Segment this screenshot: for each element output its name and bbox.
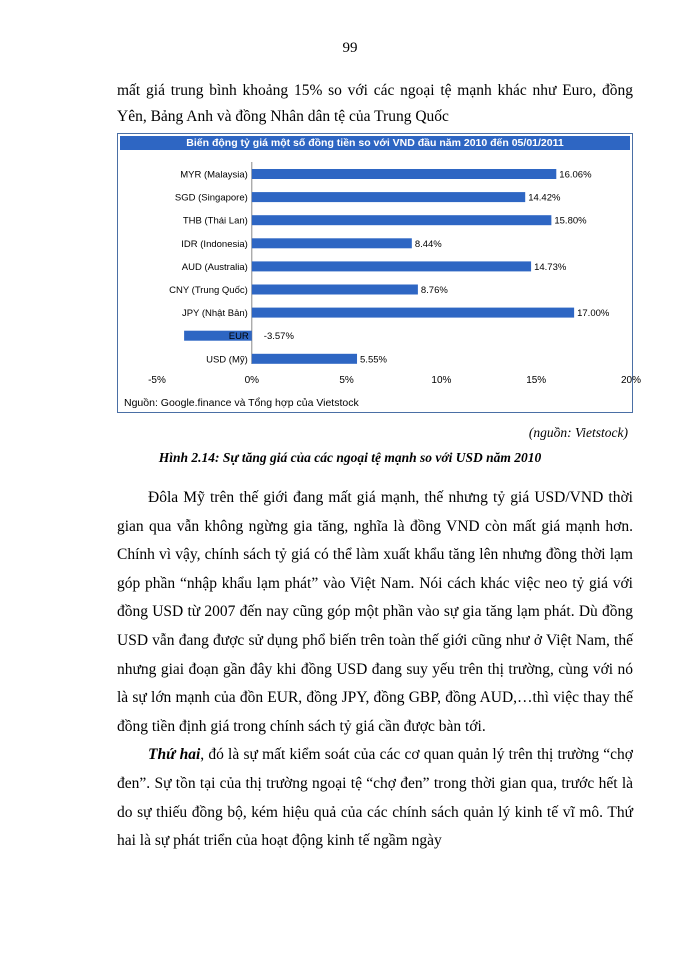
chart-source: Nguồn: Google.finance và Tổng hợp của Vietstock xyxy=(124,397,359,409)
value-label-5: 14.73% xyxy=(534,261,567,273)
value-label-9: 5.55% xyxy=(360,354,387,366)
body-text xyxy=(117,484,633,856)
x-tick-label-3: 5% xyxy=(339,375,354,386)
x-tick-label-4: 10% xyxy=(431,375,452,386)
bar-3 xyxy=(252,215,552,225)
source-note: (nguồn: Vietstock) xyxy=(528,425,628,440)
category-label-8: EUR xyxy=(228,331,249,343)
value-label-7: 17.00% xyxy=(577,308,610,320)
category-label-1: MYR (Malaysia) xyxy=(180,169,248,181)
bar-9 xyxy=(252,354,357,364)
paragraph-1: Đôla Mỹ trên thế giới đang mất giá mạnh, thế nhưng tỷ giá USD/VND thời gian qua vẫn không ngừng gia tăng, nghĩa là đồng VND còn mất giá mạnh hơn. Chính vì vậy, chính sách tỷ giá có thể làm xuất khẩu tăng lên nhưng đồng thời lạm góp phần “nhập khẩu lạm phát” vào Việt Nam. Nói cách khác việc neo tỷ giá với đồng USD từ 2007 đến nay cũng góp một phần vào sự gia tăng lạm phát. Dù đồng USD vẫn đang được sử dụng phổ biến trên toàn thế giới cũng như ở Việt Nam, thế nhưng giai đoạn gần đây khi đồng USD đang suy yếu trên thị trường, cùng với nó là sự lớn mạnh của đồn EUR, đồng JPY, đồng GBP, đồng AUD,…thì việc thay thế đồng tiền định giá trong chính sách tỷ giá cần được bàn tới. xyxy=(117,489,633,735)
paragraph-2-lead: Thứ hai xyxy=(148,746,201,764)
figure-caption: Hình 2.14: Sự tăng giá của các ngoại tệ mạnh so với USD năm 2010 xyxy=(158,450,542,465)
bar-2 xyxy=(252,192,525,202)
x-tick-label-5: 15% xyxy=(526,375,547,386)
bar-4 xyxy=(252,238,412,248)
value-label-3: 15.80% xyxy=(554,215,587,227)
category-label-9: USD (Mỹ) xyxy=(206,354,248,366)
value-label-6: 8.76% xyxy=(420,285,448,296)
x-tick-label-1: -5% xyxy=(148,375,166,386)
value-label-4: 8.44% xyxy=(414,238,442,250)
value-label-8: -3.57% xyxy=(263,331,294,343)
bar-chart xyxy=(117,133,642,413)
bar-5 xyxy=(252,261,531,271)
chart-title: Biến động tỷ giá một số đồng tiền so với VND đầu năm 2010 đến 05/01/2011 xyxy=(120,136,630,150)
chart-plot xyxy=(118,134,642,412)
x-tick-label-6: 20% xyxy=(620,375,642,386)
category-label-7: JPY (Nhật Bản) xyxy=(181,308,248,320)
bar-6 xyxy=(252,285,418,295)
paragraph-2 xyxy=(117,741,633,855)
intro-paragraph: mất giá trung bình khoảng 15% so với các ngoại tệ mạnh khác như Euro, đồng Yên, Bảng Anh và đồng Nhân dân tệ của Trung Quốc xyxy=(117,82,633,125)
bar-7 xyxy=(252,308,574,318)
category-label-3: THB (Thái Lan) xyxy=(182,215,248,227)
bar-1 xyxy=(252,169,556,179)
value-label-2: 14.42% xyxy=(528,192,561,204)
value-label-1: 16.06% xyxy=(559,169,592,181)
paragraph-2-text: , đó là sự mất kiểm soát của các cơ quan quản lý trên thị trường “chợ đen”. Sự tồn tại của thị trường ngoại tệ “chợ đen” trong thời gian qua, trước hết là do sự thiếu đồng bộ, kém hiệu quả của các chính sách quản lý kinh tế vĩ mô. Thứ hai là sự phát triển của hoạt động kinh tế ngầm ngày xyxy=(117,746,633,850)
category-label-6: CNY (Trung Quốc) xyxy=(169,285,248,296)
category-label-4: IDR (Indonesia) xyxy=(181,238,248,250)
category-label-5: AUD (Australia) xyxy=(181,261,248,273)
category-label-2: SGD (Singapore) xyxy=(174,192,248,204)
page-number: 99 xyxy=(342,40,358,56)
x-tick-label-2: 0% xyxy=(244,375,260,386)
